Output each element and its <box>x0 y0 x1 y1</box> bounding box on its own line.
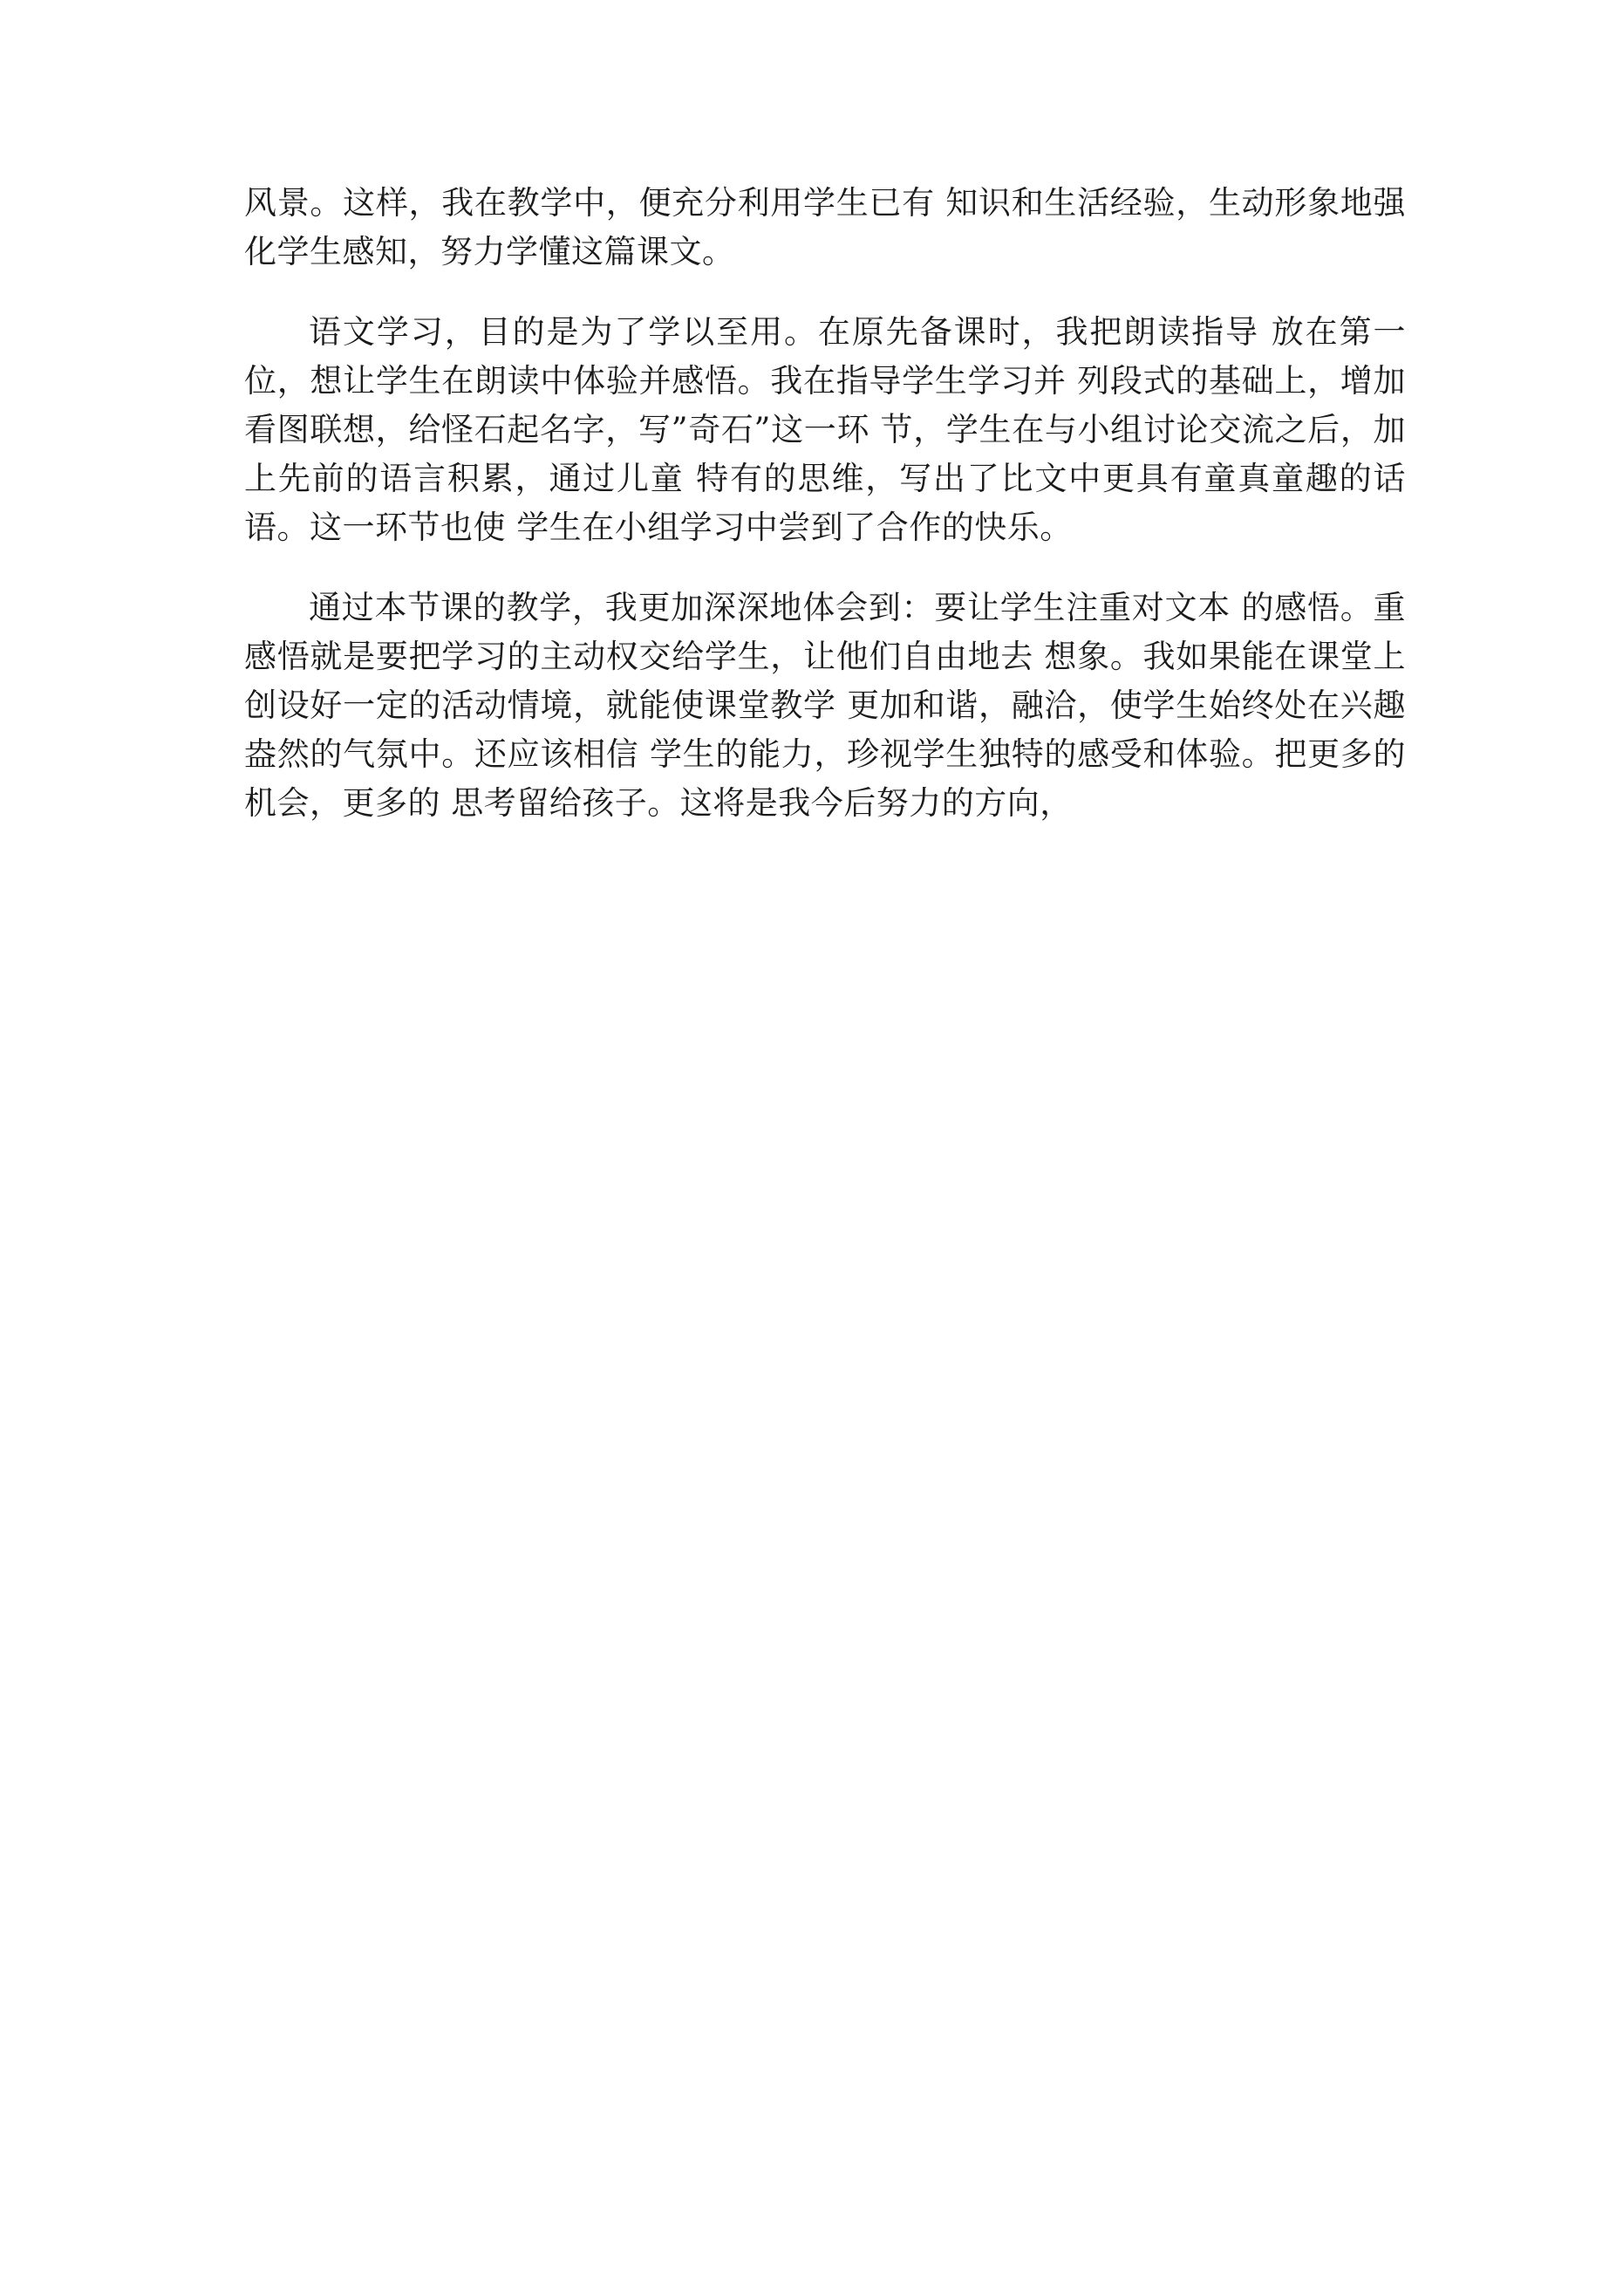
paragraph-3: 通过本节课的教学，我更加深深地体会到：要让学生注重对文本 的感悟。重感悟就是要把学习的主动权交给学生，让他们自由地去 想象。我如果能在课堂上创设好一定的活动情境，就能使课堂教学 更加和谐，融洽，使学生始终处在兴趣盎然的气氛中。还应该相信 学生的能力，珍视学生独特的感受和体验。把更多的机会，更多的 思考留给孩子。这将是我今后努力的方向， <box>244 589 1406 822</box>
document-body <box>244 179 1406 859</box>
paragraph-2: 语文学习，目的是为了学以至用。在原先备课时，我把朗读指导 放在第一位，想让学生在朗读中体验并感悟。我在指导学生学习并 列段式的基础上，增加看图联想，给怪石起名字，写”奇石”这一环 节，学生在与小组讨论交流之后，加上先前的语言积累，通过儿童 特有的思维，写出了比文中更具有童真童趣的话语。这一环节也使 学生在小组学习中尝到了合作的快乐。 <box>244 313 1406 546</box>
paragraph-1: 风景。这样，我在教学中，便充分利用学生已有 知识和生活经验，生动形象地强化学生感知，努力学懂这篇课文。 <box>244 184 1406 270</box>
